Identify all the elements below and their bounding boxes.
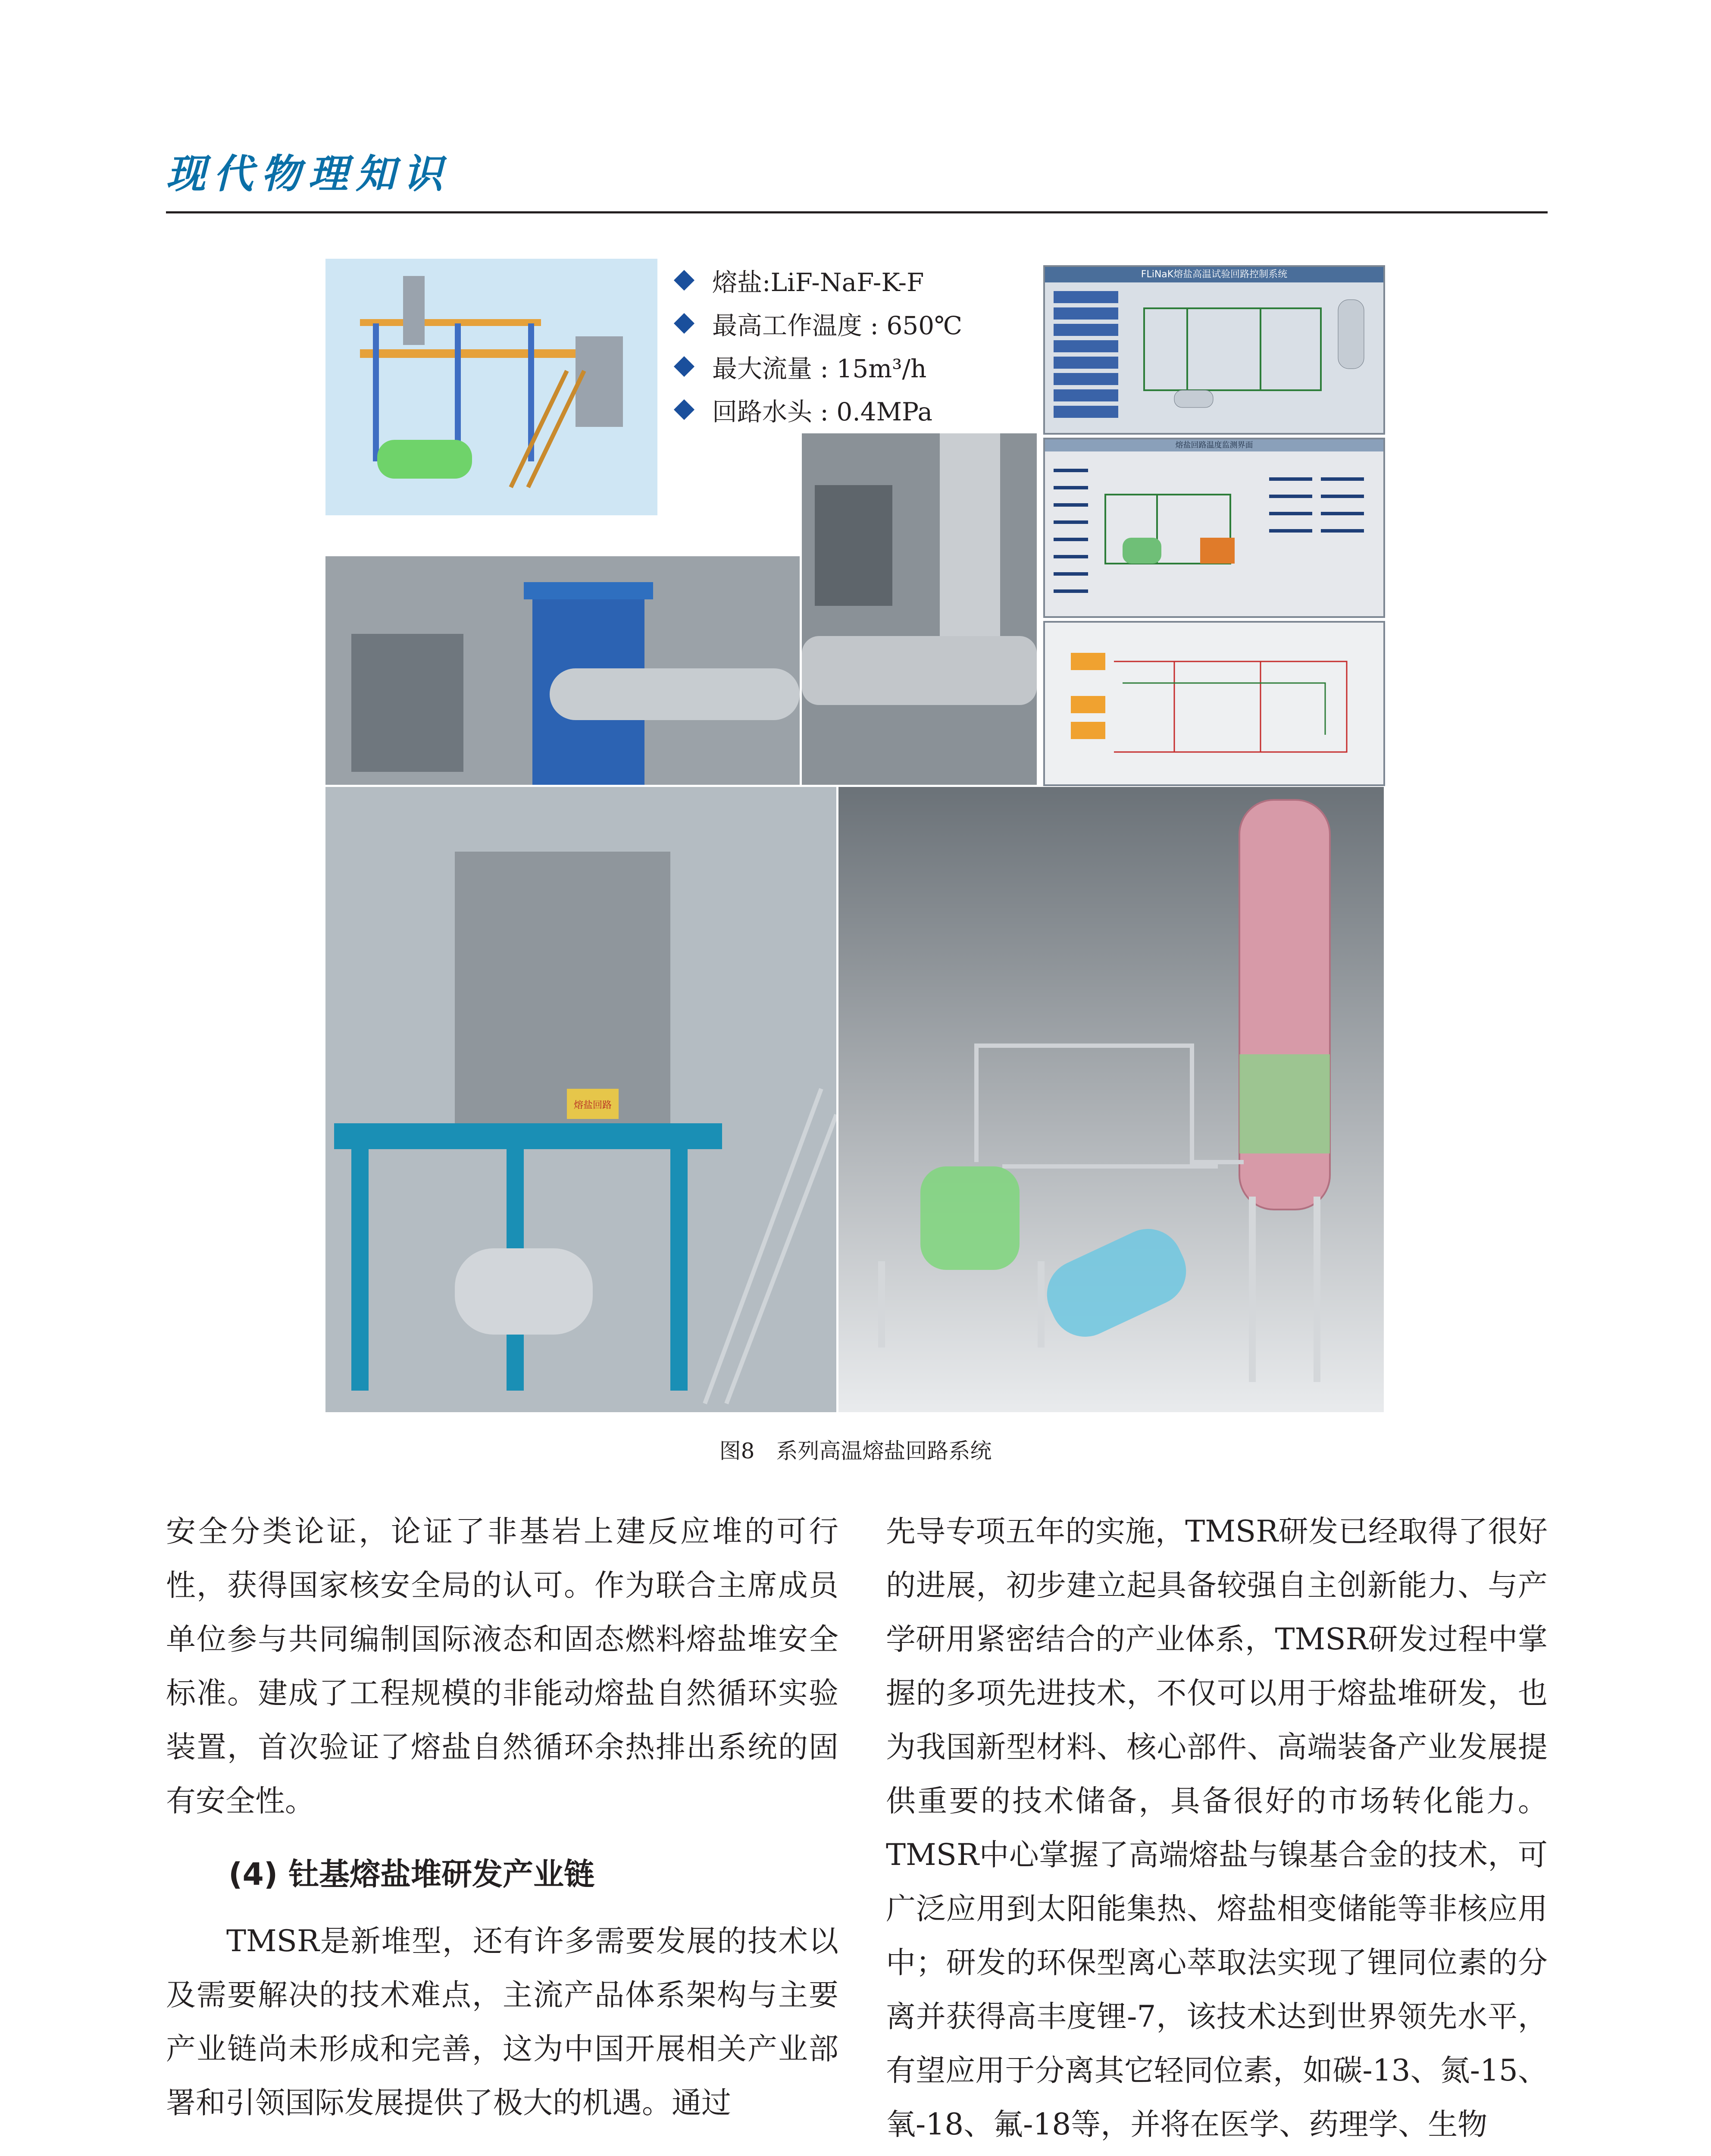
header-rule	[166, 211, 1548, 213]
loop-facility-photo	[325, 556, 800, 785]
loop-cad-render-image	[838, 787, 1384, 1412]
section-heading: (4) 钍基熔盐堆研发产业链	[228, 1856, 595, 1892]
spec-item: 熔盐:LiF-NaF-K-F	[677, 259, 962, 302]
right-column-paragraph	[886, 1505, 1548, 2152]
specs-list	[677, 259, 962, 431]
diamond-bullet-icon	[674, 399, 694, 420]
spec-item: 最大流量 : 15m³/h	[677, 345, 962, 388]
left-column-paragraph	[166, 1505, 838, 1828]
spec-item: 回路水头 : 0.4MPa	[677, 388, 962, 431]
stair-sign: 熔盐回路	[573, 1100, 612, 1111]
left-column-paragraph-2	[166, 1915, 838, 2130]
insulated-pipe-photo	[802, 433, 1037, 785]
spec-item: 最高工作温度 : 650℃	[677, 302, 962, 345]
hmi-flow-screen-image	[1043, 621, 1385, 786]
hmi-panel-title: 熔盐回路温度监测界面	[1045, 439, 1383, 451]
figure-caption: 图8 系列高温熔盐回路系统	[719, 1438, 992, 1463]
diamond-bullet-icon	[674, 356, 694, 377]
loop-platform-photo	[325, 787, 836, 1412]
diamond-bullet-icon	[674, 313, 694, 334]
loop-3d-model-image	[325, 259, 657, 515]
hmi-control-screen-image	[1043, 265, 1385, 435]
diamond-bullet-icon	[674, 270, 694, 291]
paragraph: 先导专项五年的实施，TMSR研发已经取得了很好的进展，初步建立起具备较强自主创新能力、与产学研用紧密结合的产业体系，TMSR研发过程中掌握的多项先进技术，不仅可以用于熔盐堆研发，也为我国新型材料、核心部件、高端装备产业发展提供重要的技术储备，具备很好的市场转化能力。TMSR中心掌握了高端熔盐与镍基合金的技术，可广泛应用到太阳能集热、熔盐相变储能等非核应用中；研发的环保型离心萃取法实现了锂同位素的分离并获得高丰度锂-7，该技术达到世界领先水平，有望应用于分离其它轻同位素，如碳-13、氮-15、氧-18、氟-18等，并将在医学、药理学、生物	[886, 1514, 1548, 2142]
hmi-temperature-screen-image	[1043, 438, 1385, 618]
paragraph: 安全分类论证，论证了非基岩上建反应堆的可行性，获得国家核安全局的认可。作为联合主席成员单位参与共同编制国际液态和固态燃料熔盐堆安全标准。建成了工程规模的非能动熔盐自然循环实验装置，首次验证了熔盐自然循环余热排出系统的固有安全性。	[166, 1514, 838, 1818]
journal-title: 现代物理知识	[166, 150, 451, 197]
hmi-title: FLiNaK熔盐高温试验回路控制系统	[1045, 267, 1383, 282]
paragraph: TMSR是新堆型，还有许多需要发展的技术以及需要解决的技术难点，主流产品体系架构与主要产业链尚未形成和完善，这为中国开展相关产业部署和引领国际发展提供了极大的机遇。通过	[166, 1924, 838, 2120]
